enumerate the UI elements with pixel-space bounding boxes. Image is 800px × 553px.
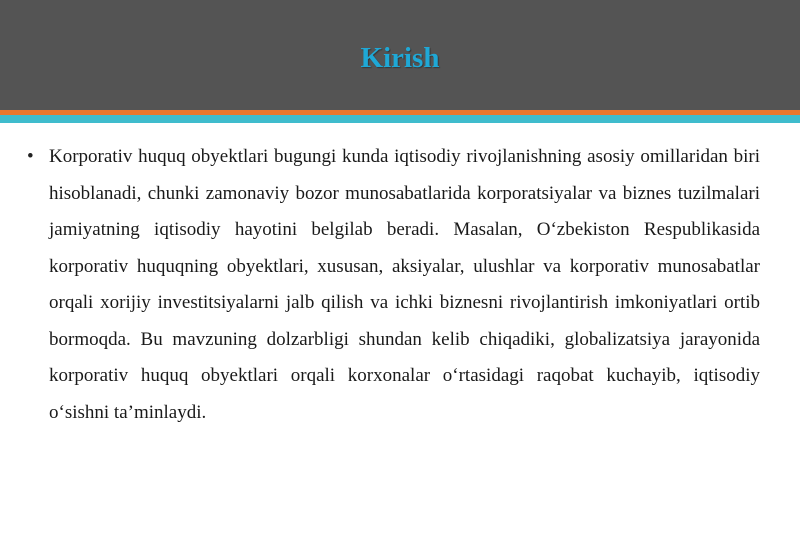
accent-stripe-teal: [0, 115, 800, 123]
slide-title: Kirish: [360, 42, 440, 74]
bullet-marker: •: [27, 146, 34, 167]
slide-body: [27, 139, 760, 431]
bullet-item: [27, 139, 760, 431]
slide-header: [0, 0, 800, 110]
bullet-text: Korporativ huquq obyektlari bugungi kunda iqtisodiy rivojlanishning asosiy omillaridan biri hisoblanadi, chunki zamonaviy bozor munosabatlarida korporatsiyalar va biznes tuzilmalari jamiyatning iqtisodiy hayotini belgilab beradi. Masalan, O‘zbekiston Respublikasida korporativ huquqning obyektlari, xususan, aksiyalar, ulushlar va korporativ munosabatlar orqali xorijiy investitsiyalarni jalb qilish va ichki biznesni rivojlantirish imkoniyatlari ortib bormoqda. Bu mavzuning dolzarbligi shundan kelib chiqadiki, globalizatsiya jarayonida korporativ huquq obyektlari orqali korxonalar o‘rtasidagi raqobat kuchayib, iqtisodiy o‘sishni ta’minlaydi.: [49, 146, 760, 423]
